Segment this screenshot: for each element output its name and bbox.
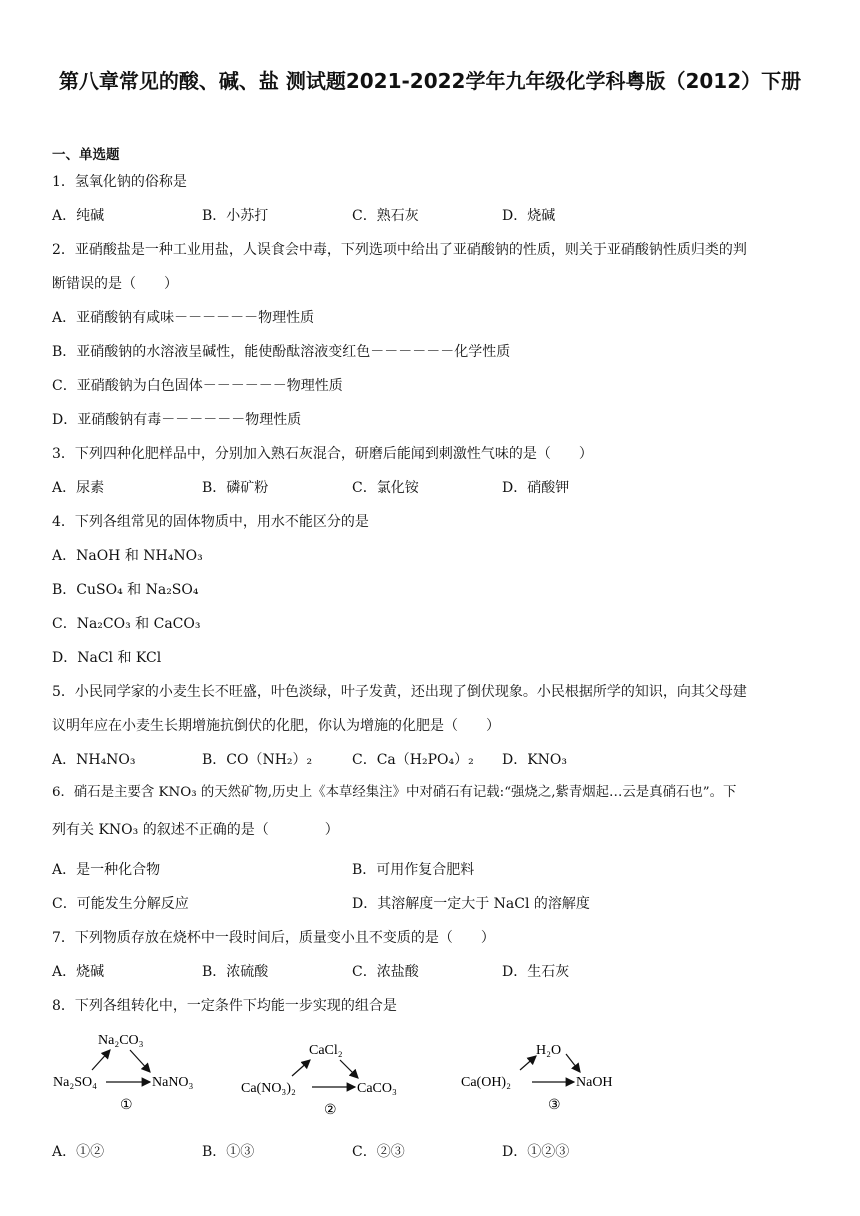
q5-option-b: B．CO（NH₂）₂ [202,752,313,768]
diagram-2-top: CaCl₂ [309,1043,343,1058]
q2-option-c: C．亚硝酸钠为白色固体－－－－－－物理性质 [52,378,343,394]
q2-option-d: D．亚硝酸钠有毒－－－－－－物理性质 [52,412,302,428]
question-8-stem: 8．下列各组转化中，一定条件下均能一步实现的组合是 [52,998,397,1014]
diagram-3-left: Ca(OH)₂ [461,1075,511,1090]
diagram-3-arrow-up [520,1056,536,1070]
q4-option-c: C．Na₂CO₃ 和 CaCO₃ [52,616,201,632]
q3-option-c: C．氯化铵 [352,480,419,496]
question-4-stem: 4．下列各组常见的固体物质中，用水不能区分的是 [52,514,369,530]
q1-option-d: D．烧碱 [502,208,556,224]
question-2-stem-line2: 断错误的是（ ） [52,276,178,292]
diagram-1-top: Na₂CO₃ [98,1033,144,1048]
q4-option-a: A．NaOH 和 NH₄NO₃ [52,548,203,564]
diagram-1-arrow-down [130,1050,150,1072]
diagram-3-right: NaOH [576,1075,613,1090]
question-3-stem: 3．下列四种化肥样品中，分别加入熟石灰混合，研磨后能闻到刺激性气味的是（ ） [52,446,593,462]
q4-option-d: D．NaCl 和 KCl [52,650,162,666]
q5-option-a: A．NH₄NO₃ [52,752,136,768]
q6-option-d: D．其溶解度一定大于 NaCl 的溶解度 [352,896,590,912]
q6-option-c: C．可能发生分解反应 [52,896,189,912]
question-7-stem: 7．下列物质存放在烧杯中一段时间后，质量变小且不变质的是（ ） [52,930,495,946]
diagram-2-left: Ca(NO₃)₂ [241,1081,296,1096]
q8-option-a: A．①② [52,1144,105,1160]
question-5-stem-line2: 议明年应在小麦生长期增施抗倒伏的化肥，你认为增施的化肥是（ ） [52,718,500,734]
diagram-2-arrow-down [340,1060,358,1078]
diagram-2-right: CaCO₃ [357,1081,397,1096]
q7-option-c: C．浓盐酸 [352,964,419,980]
diagram-3-top: H₂O [536,1043,562,1058]
conversion-diagrams [0,1022,860,1122]
q8-option-b: B．①③ [202,1144,255,1160]
q2-option-b: B．亚硝酸钠的水溶液呈碱性，能使酚酞溶液变红色－－－－－－化学性质 [52,344,511,360]
diagram-3 [461,1043,613,1113]
q7-option-b: B．浓硫酸 [202,964,269,980]
page-title: 第八章常见的酸、碱、盐 测试题2021-2022学年九年级化学科粤版（2012）下册 [58,69,802,93]
q1-option-b: B．小苏打 [202,208,269,224]
section-heading: 一、单选题 [52,147,120,163]
q1-option-c: C．熟石灰 [352,208,419,224]
q1-option-a: A．纯碱 [52,208,105,224]
q3-option-a: A．尿素 [52,480,105,496]
q7-option-d: D．生石灰 [502,964,570,980]
diagram-2 [241,1043,397,1118]
q7-option-a: A．烧碱 [52,964,105,980]
diagram-3-arrow-down [566,1054,580,1072]
q6-option-a: A．是一种化合物 [52,862,161,878]
q3-option-b: B．磷矿粉 [202,480,269,496]
diagram-1-left: Na₂SO₄ [53,1075,97,1090]
q2-option-a: A．亚硝酸钠有咸味－－－－－－物理性质 [52,310,315,326]
q5-option-c: C．Ca（H₂PO₄）₂ [352,752,474,768]
diagram-1-arrow-up [92,1050,110,1070]
q8-option-d: D．①②③ [502,1144,570,1160]
question-2-stem-line1: 2．亚硝酸盐是一种工业用盐，人误食会中毒，下列选项中给出了亚硝酸钠的性质，则关于亚硝酸钠性质归类的判 [52,242,747,258]
diagram-1 [53,1033,194,1113]
diagram-1-right: NaNO₃ [152,1075,194,1090]
q6-option-b: B．可用作复合肥料 [352,862,475,878]
question-1-stem: 1．氢氧化钠的俗称是 [52,174,187,190]
question-6-stem-line2: 列有关 KNO₃ 的叙述不正确的是（ ） [52,822,339,838]
question-5-stem-line1: 5．小民同学家的小麦生长不旺盛，叶色淡绿，叶子发黄，还出现了倒伏现象。小民根据所学的知识，向其父母建 [52,684,747,700]
diagram-1-number: ① [120,1098,133,1113]
q3-option-d: D．硝酸钾 [502,480,570,496]
q8-option-c: C．②③ [352,1144,405,1160]
diagram-2-arrow-up [292,1060,310,1076]
diagram-3-number: ③ [548,1098,561,1113]
q4-option-b: B．CuSO₄ 和 Na₂SO₄ [52,582,199,598]
q5-option-d: D．KNO₃ [502,752,568,768]
question-6-stem-line1: 6．硝石是主要含 KNO₃ 的天然矿物,历史上《本草经集注》中对硝石有记载:“强烧之,紫青烟起…云是真硝石也”。下 [52,785,737,800]
diagram-2-number: ② [324,1103,337,1118]
